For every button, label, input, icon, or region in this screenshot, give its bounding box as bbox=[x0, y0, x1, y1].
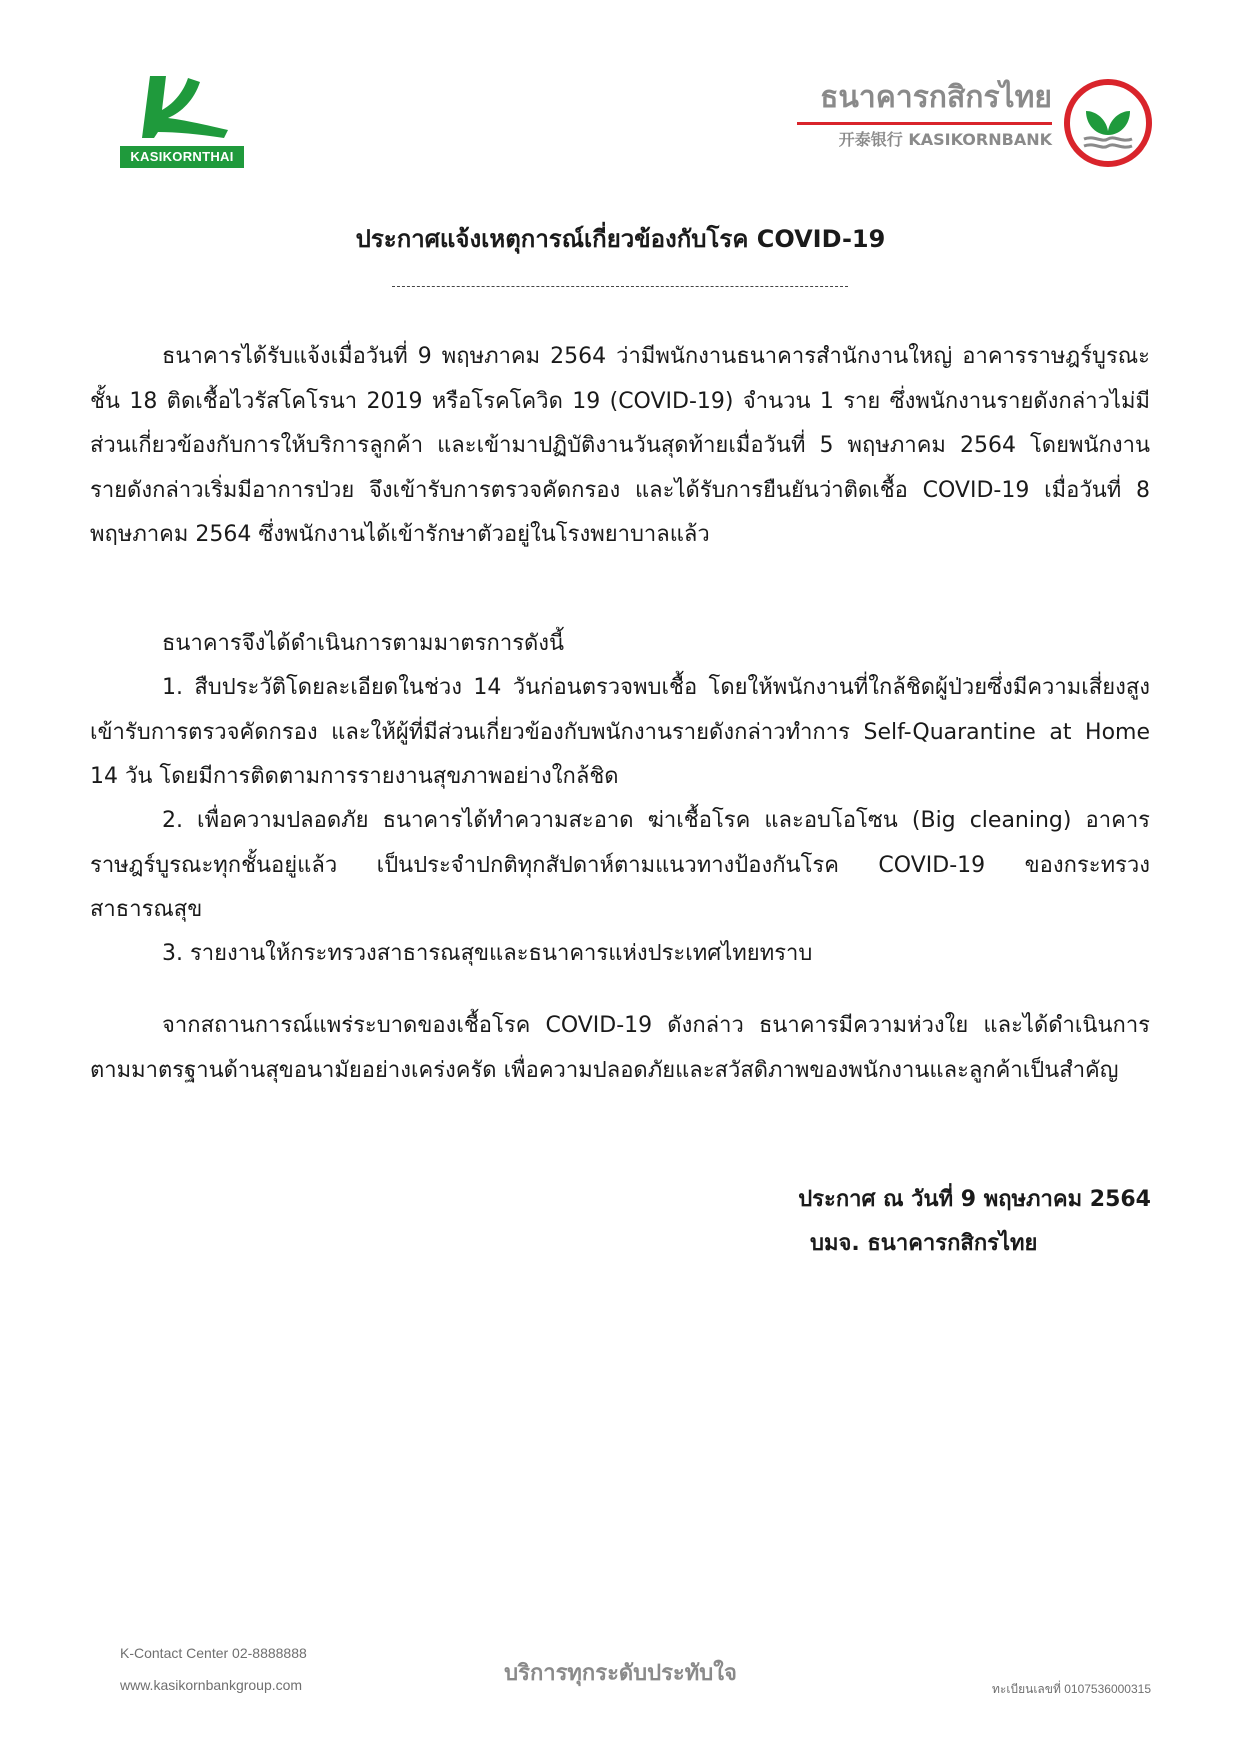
measure-item-2: 2. เพื่อความปลอดภัย ธนาคารได้ทำความสะอาด ฆ่าเชื้อโรค และอบโอโซน (Big cleaning) อาคารราษฎร์บูรณะทุกชั้นอยู่แล้ว เป็นประจำปกติทุกสัปดาห์ตามแนวทางป้องกันโรค COVID-19 ของกระทรวงสาธารณสุข bbox=[90, 808, 1150, 922]
bank-name-divider bbox=[797, 122, 1052, 125]
measure-item-1: 1. สืบประวัติโดยละเอียดในช่วง 14 วันก่อนตรวจพบเชื้อ โดยให้พนักงานที่ใกล้ชิดผู้ป่วยซึ่งมีความเสี่ยงสูงเข้ารับการตรวจคัดกรอง และให้ผู้ที่มีส่วนเกี่ยวข้องกับพนักงานรายดังกล่าวทำการ Self-Quarantine at Home 14 วัน โดยมีการติดตามการรายงานสุขภาพอย่างใกล้ชิด bbox=[90, 675, 1150, 789]
measure-item-3: 3. รายงานให้กระทรวงสาธารณสุขและธนาคารแห่งประเทศไทยทราบ bbox=[162, 941, 813, 966]
kasikornthai-logo bbox=[120, 72, 244, 168]
measures-intro: ธนาคารจึงได้ดำเนินการตามมาตรการดังนี้ bbox=[162, 631, 565, 656]
announcement-date: ประกาศ ณ วันที่ 9 พฤษภาคม 2564 bbox=[798, 1187, 1151, 1212]
issuing-organization: บมจ. ธนาคารกสิกรไทย bbox=[810, 1231, 1038, 1256]
k-mark-icon bbox=[132, 72, 232, 144]
page-title: ประกาศแจ้งเหตุการณ์เกี่ยวข้องกับโรค COVID-19 bbox=[355, 225, 886, 253]
bank-name-english: 开泰银行 KASIKORNBANK bbox=[838, 130, 1052, 149]
announcement-paragraph-1: ธนาคารได้รับแจ้งเมื่อวันที่ 9 พฤษภาคม 2564 ว่ามีพนักงานธนาคารสำนักงานใหญ่ อาคารราษฎร์บูรณะ ชั้น 18 ติดเชื้อไวรัสโคโรนา 2019 หรือโรคโควิด 19 (COVID-19) จำนวน 1 ราย ซึ่งพนักงานรายดังกล่าวไม่มีส่วนเกี่ยวข้องกับการให้บริการลูกค้า และเข้ามาปฏิบัติงานวันสุดท้ายเมื่อวันที่ 5 พฤษภาคม 2564 โดยพนักงานรายดังกล่าวเริ่มมีอาการป่วย จึงเข้ารับการตรวจคัดกรอง และได้รับการยืนยันว่าติดเชื้อ COVID-19 เมื่อวันที่ 8 พฤษภาคม 2564 ซึ่งพนักงานได้เข้ารักษาตัวอยู่ในโรงพยาบาลแล้ว bbox=[90, 344, 1150, 547]
bank-name-thai: ธนาคารกสิกรไทย bbox=[820, 80, 1052, 115]
kbank-emblem-icon bbox=[1062, 77, 1154, 169]
registration-number: ทะเบียนเลขที่ 0107536000315 bbox=[992, 1682, 1151, 1696]
footer-slogan: บริการทุกระดับประทับใจ bbox=[504, 1661, 737, 1686]
website-link[interactable]: www.kasikornbankgroup.com bbox=[120, 1677, 303, 1693]
closing-paragraph: จากสถานการณ์แพร่ระบาดของเชื้อโรค COVID-19 ดังกล่าว ธนาคารมีความห่วงใย และได้ดำเนินการตามมาตรฐานด้านสุขอนามัยอย่างเคร่งครัด เพื่อความปลอดภัยและสวัสดิภาพของพนักงานและลูกค้าเป็นสำคัญ bbox=[90, 1013, 1150, 1083]
title-divider bbox=[392, 286, 848, 288]
kasikornthai-label: KASIKORNTHAI bbox=[120, 146, 244, 168]
contact-center: K-Contact Center 02-8888888 bbox=[120, 1645, 307, 1661]
